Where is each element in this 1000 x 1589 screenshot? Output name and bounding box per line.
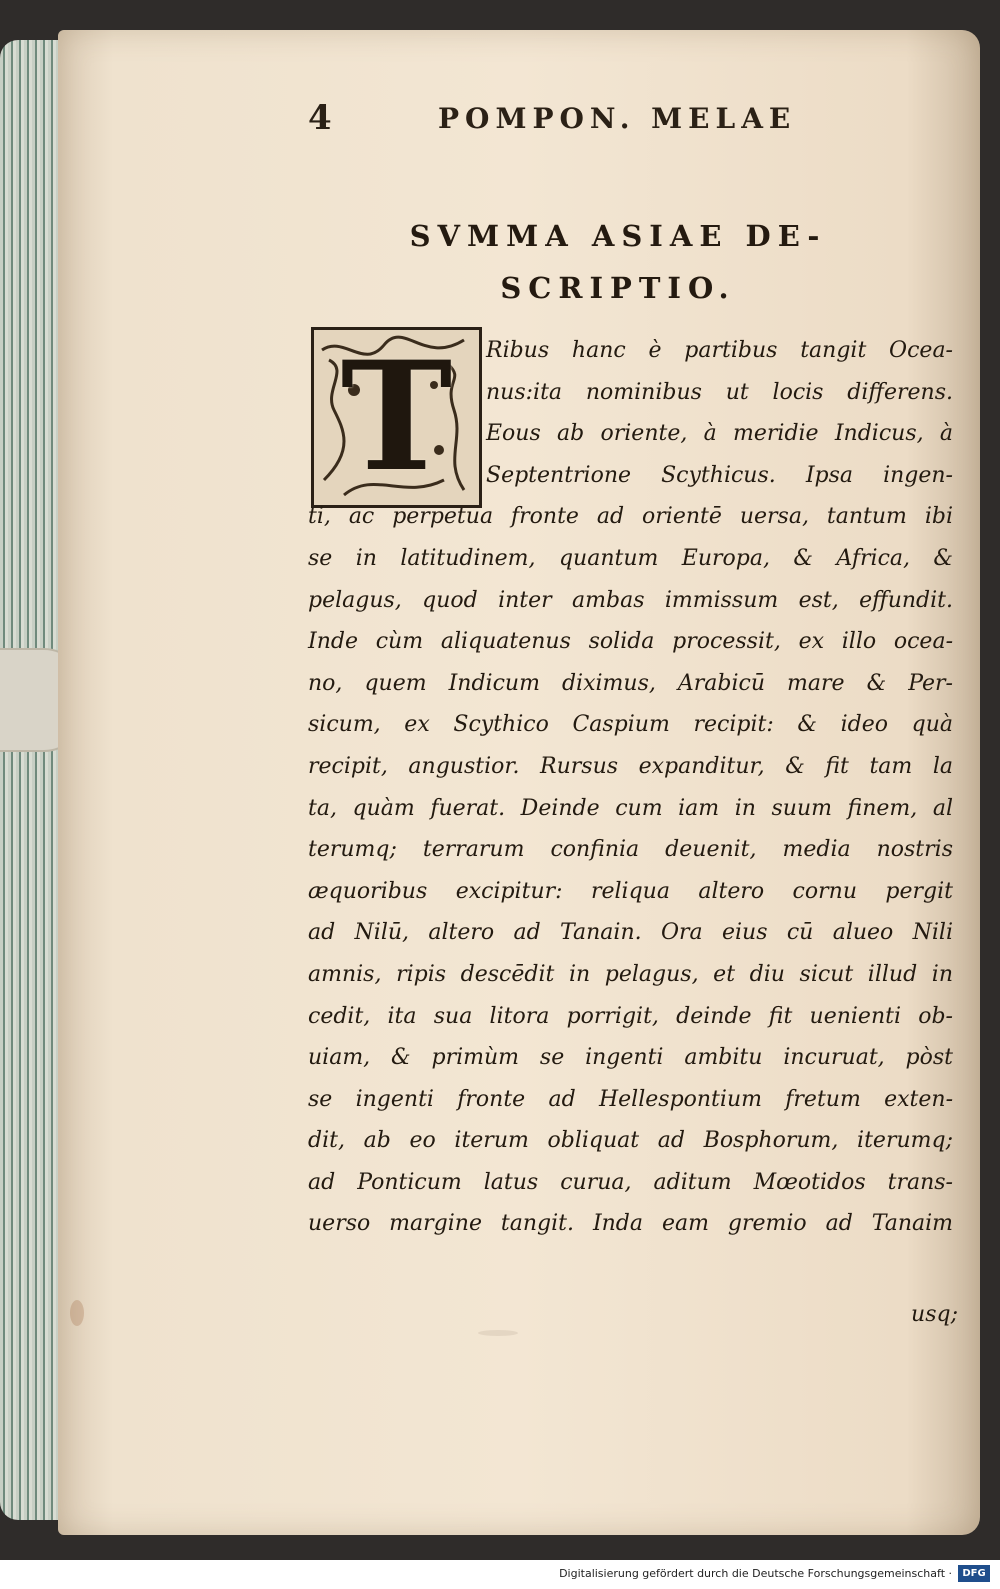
text-line: pelagus, quod inter ambas immissum est, effundit. xyxy=(308,587,953,613)
section-title-line-1: SVMMA ASIAE DE- xyxy=(409,219,827,253)
text-line: ti, ac perpetua fronte ad orientē uersa, tantum ibi xyxy=(308,504,953,530)
body-text xyxy=(308,330,953,1245)
digitization-footer xyxy=(0,1560,1000,1589)
text-line: æquoribus excipitur: reliqua altero cornu pergit xyxy=(308,878,953,904)
section-title-line-2: SCRIPTIO. xyxy=(500,271,736,305)
faded-mark xyxy=(478,1330,518,1336)
text-line: ad Ponticum latus curua, aditum Mœotidos trans- xyxy=(308,1169,953,1195)
text-line: Ribus hanc è partibus tangit Ocea- xyxy=(486,338,953,363)
text-line: se in latitudinem, quantum Europa, & Africa, & xyxy=(308,545,953,571)
text-line: ta, quàm fuerat. Deinde cum iam in suum finem, al xyxy=(308,795,953,821)
page-content xyxy=(58,30,980,1535)
text-line: uerso margine tangit. Inda eam gremio ad Tanaim xyxy=(308,1211,953,1237)
text-line: Eous ab oriente, à meridie Indicus, à xyxy=(486,421,953,447)
section-title xyxy=(358,210,878,314)
text-line: recipit, angustior. Rursus expanditur, & fit tam la xyxy=(308,753,953,779)
text-line: uiam, & primùm se ingenti ambitu incuruat, pòst xyxy=(308,1045,953,1071)
running-title: POMPON. MELAE xyxy=(438,102,797,135)
text-line: se ingenti fronte ad Hellespontium fretum exten- xyxy=(308,1086,953,1112)
running-head xyxy=(308,98,868,138)
foxing-spot xyxy=(70,1300,84,1326)
text-line: cedit, ita sua litora porrigit, deinde fit uenienti ob- xyxy=(308,1003,953,1029)
catchword: usq; xyxy=(911,1302,958,1327)
book-page xyxy=(58,30,980,1535)
page-number: 4 xyxy=(308,98,332,138)
text-line: sicum, ex Scythico Caspium recipit: & ideo quà xyxy=(308,712,953,738)
text-line: Inde cùm aliquatenus solida processit, ex illo ocea- xyxy=(308,629,953,655)
text-line: no, quem Indicum diximus, Arabicū mare & Per- xyxy=(308,670,953,696)
text-line: amnis, ripis descēdit in pelagus, et diu sicut illud in xyxy=(308,961,953,987)
funding-credit: Digitalisierung gefördert durch die Deutsche Forschungsgemeinschaft · xyxy=(559,1567,952,1580)
initial-letter: T xyxy=(340,329,453,505)
text-line: ad Nilū, altero ad Tanain. Ora eius cū alueo Nili xyxy=(308,920,953,946)
text-line: terumq; terrarum confinia deuenit, media nostris xyxy=(308,837,953,863)
dfg-logo: DFG xyxy=(958,1565,990,1582)
text-line: Septentrione Scythicus. Ipsa ingen- xyxy=(486,462,953,488)
text-line: dit, ab eo iterum obliquat ad Bosphorum, iterumq; xyxy=(308,1128,953,1154)
text-line: nus:ita nominibus ut locis differens. xyxy=(486,379,953,405)
